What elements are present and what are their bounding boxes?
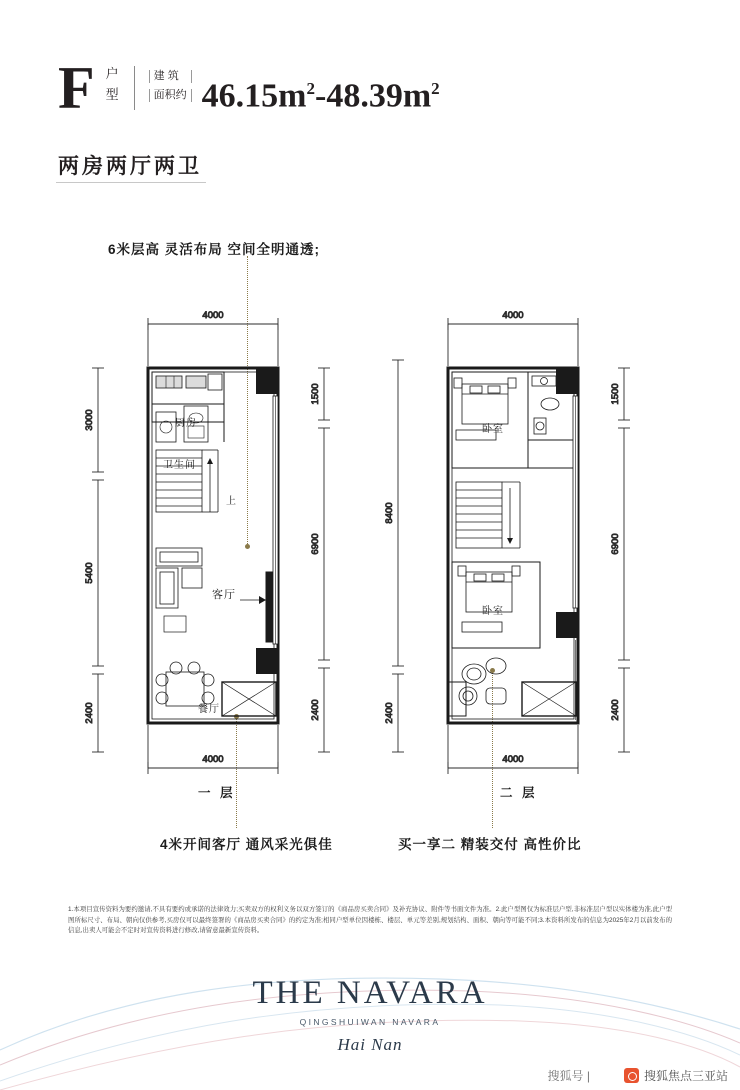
callout-bottom-left: 4米开间客厅 通风采光俱佳 (160, 837, 333, 852)
watermark-prefix: 搜狐号 | (547, 1069, 590, 1083)
dim-f1-right-mid: 6900 (310, 533, 321, 555)
room-count-title: 两房两厅两卫 (58, 155, 202, 178)
logo-region: Hai Nan (337, 1035, 403, 1054)
room-label-dining: 餐厅 (198, 704, 220, 715)
logo-title: THE NAVARA (252, 975, 488, 1011)
brand-logo (0, 975, 740, 1055)
dim-f1-left-mid: 5400 (84, 562, 95, 584)
dim-f2-right-lower: 2400 (610, 699, 621, 721)
room-label-stair-up: 上 (226, 496, 237, 507)
room-label-bedroom-upper: 卧室 (482, 424, 504, 435)
room-label-living: 客厅 (212, 589, 236, 601)
dim-f1-top: 4000 (202, 310, 224, 321)
dim-f2-bottom: 4000 (502, 754, 524, 765)
legal-disclaimer: 1.本项目宣传资料为要约邀请,不具有要约或承诺的法律效力;买卖双方的权利义务以双方签订的《商品房买卖合同》及补充协议、附件等书面文件为准。2.此户型图仅为标准层户型,非标准层户型以实体楼为准,此户型图所标尺寸、布局、朝向仅供参考,买房仅可以最终签署的《商品房买卖合同》的约定为准;相同户型单位因楼栋、楼层、单元等差别,规划结构、面积、朝向等可能不同;3.本资料所发布的信息为2025年2月以前发布的信息,出卖人可能会不定时对宣传资料进行修改,请留意最新宣传资料。 (68, 906, 672, 934)
floor1-label: 一 层 (198, 786, 236, 800)
header-divider (134, 66, 135, 110)
dim-f2-right-mid: 6900 (610, 533, 621, 555)
sohu-icon (624, 1068, 639, 1083)
dim-f1-right-upper: 1500 (310, 383, 321, 405)
room-label-bedroom-lower: 卧室 (482, 606, 504, 617)
dim-f2-left-mid: 8400 (384, 502, 395, 524)
area-label-line1: 建 筑 (149, 70, 192, 83)
watermark (624, 1067, 728, 1084)
callout-top: 6米层高 灵活布局 空间全明通透; (108, 242, 321, 257)
title-underline (56, 182, 206, 183)
room-label-kitchen: 厨房 (175, 418, 197, 429)
dim-f2-left-lower: 2400 (384, 702, 395, 724)
dim-f1-left-upper: 3000 (84, 409, 95, 431)
dim-f2-right-upper: 1500 (610, 383, 621, 405)
area-separator: - (315, 77, 327, 114)
floor1-plan (70, 300, 370, 800)
floor2-plan (370, 300, 670, 800)
unit-type-label-line2: 型 (105, 87, 120, 102)
floor2-label: 二 层 (500, 786, 538, 800)
area-value (202, 71, 440, 114)
dim-f1-bottom: 4000 (202, 754, 224, 765)
area-sup-2: 2 (431, 78, 440, 98)
unit-type-letter: F (58, 55, 95, 121)
unit-type-label-line1: 户 (105, 66, 120, 81)
dim-f2-top: 4000 (502, 310, 524, 321)
area-label-line2: 面积约 (149, 89, 192, 102)
logo-subtitle: QINGSHUIWAN NAVARA (299, 1017, 441, 1027)
area-sup-1: 2 (306, 78, 315, 98)
watermark-label: 搜狐焦点三亚站 (643, 1069, 728, 1083)
dim-f1-left-lower: 2400 (84, 702, 95, 724)
area-value-min: 46.15m (201, 77, 307, 114)
callout-bottom-right: 买一享二 精装交付 高性价比 (398, 837, 582, 852)
area-value-max: 48.39m (326, 77, 432, 114)
room-label-bathroom: 卫生间 (163, 460, 196, 471)
dim-f1-right-lower: 2400 (310, 699, 321, 721)
